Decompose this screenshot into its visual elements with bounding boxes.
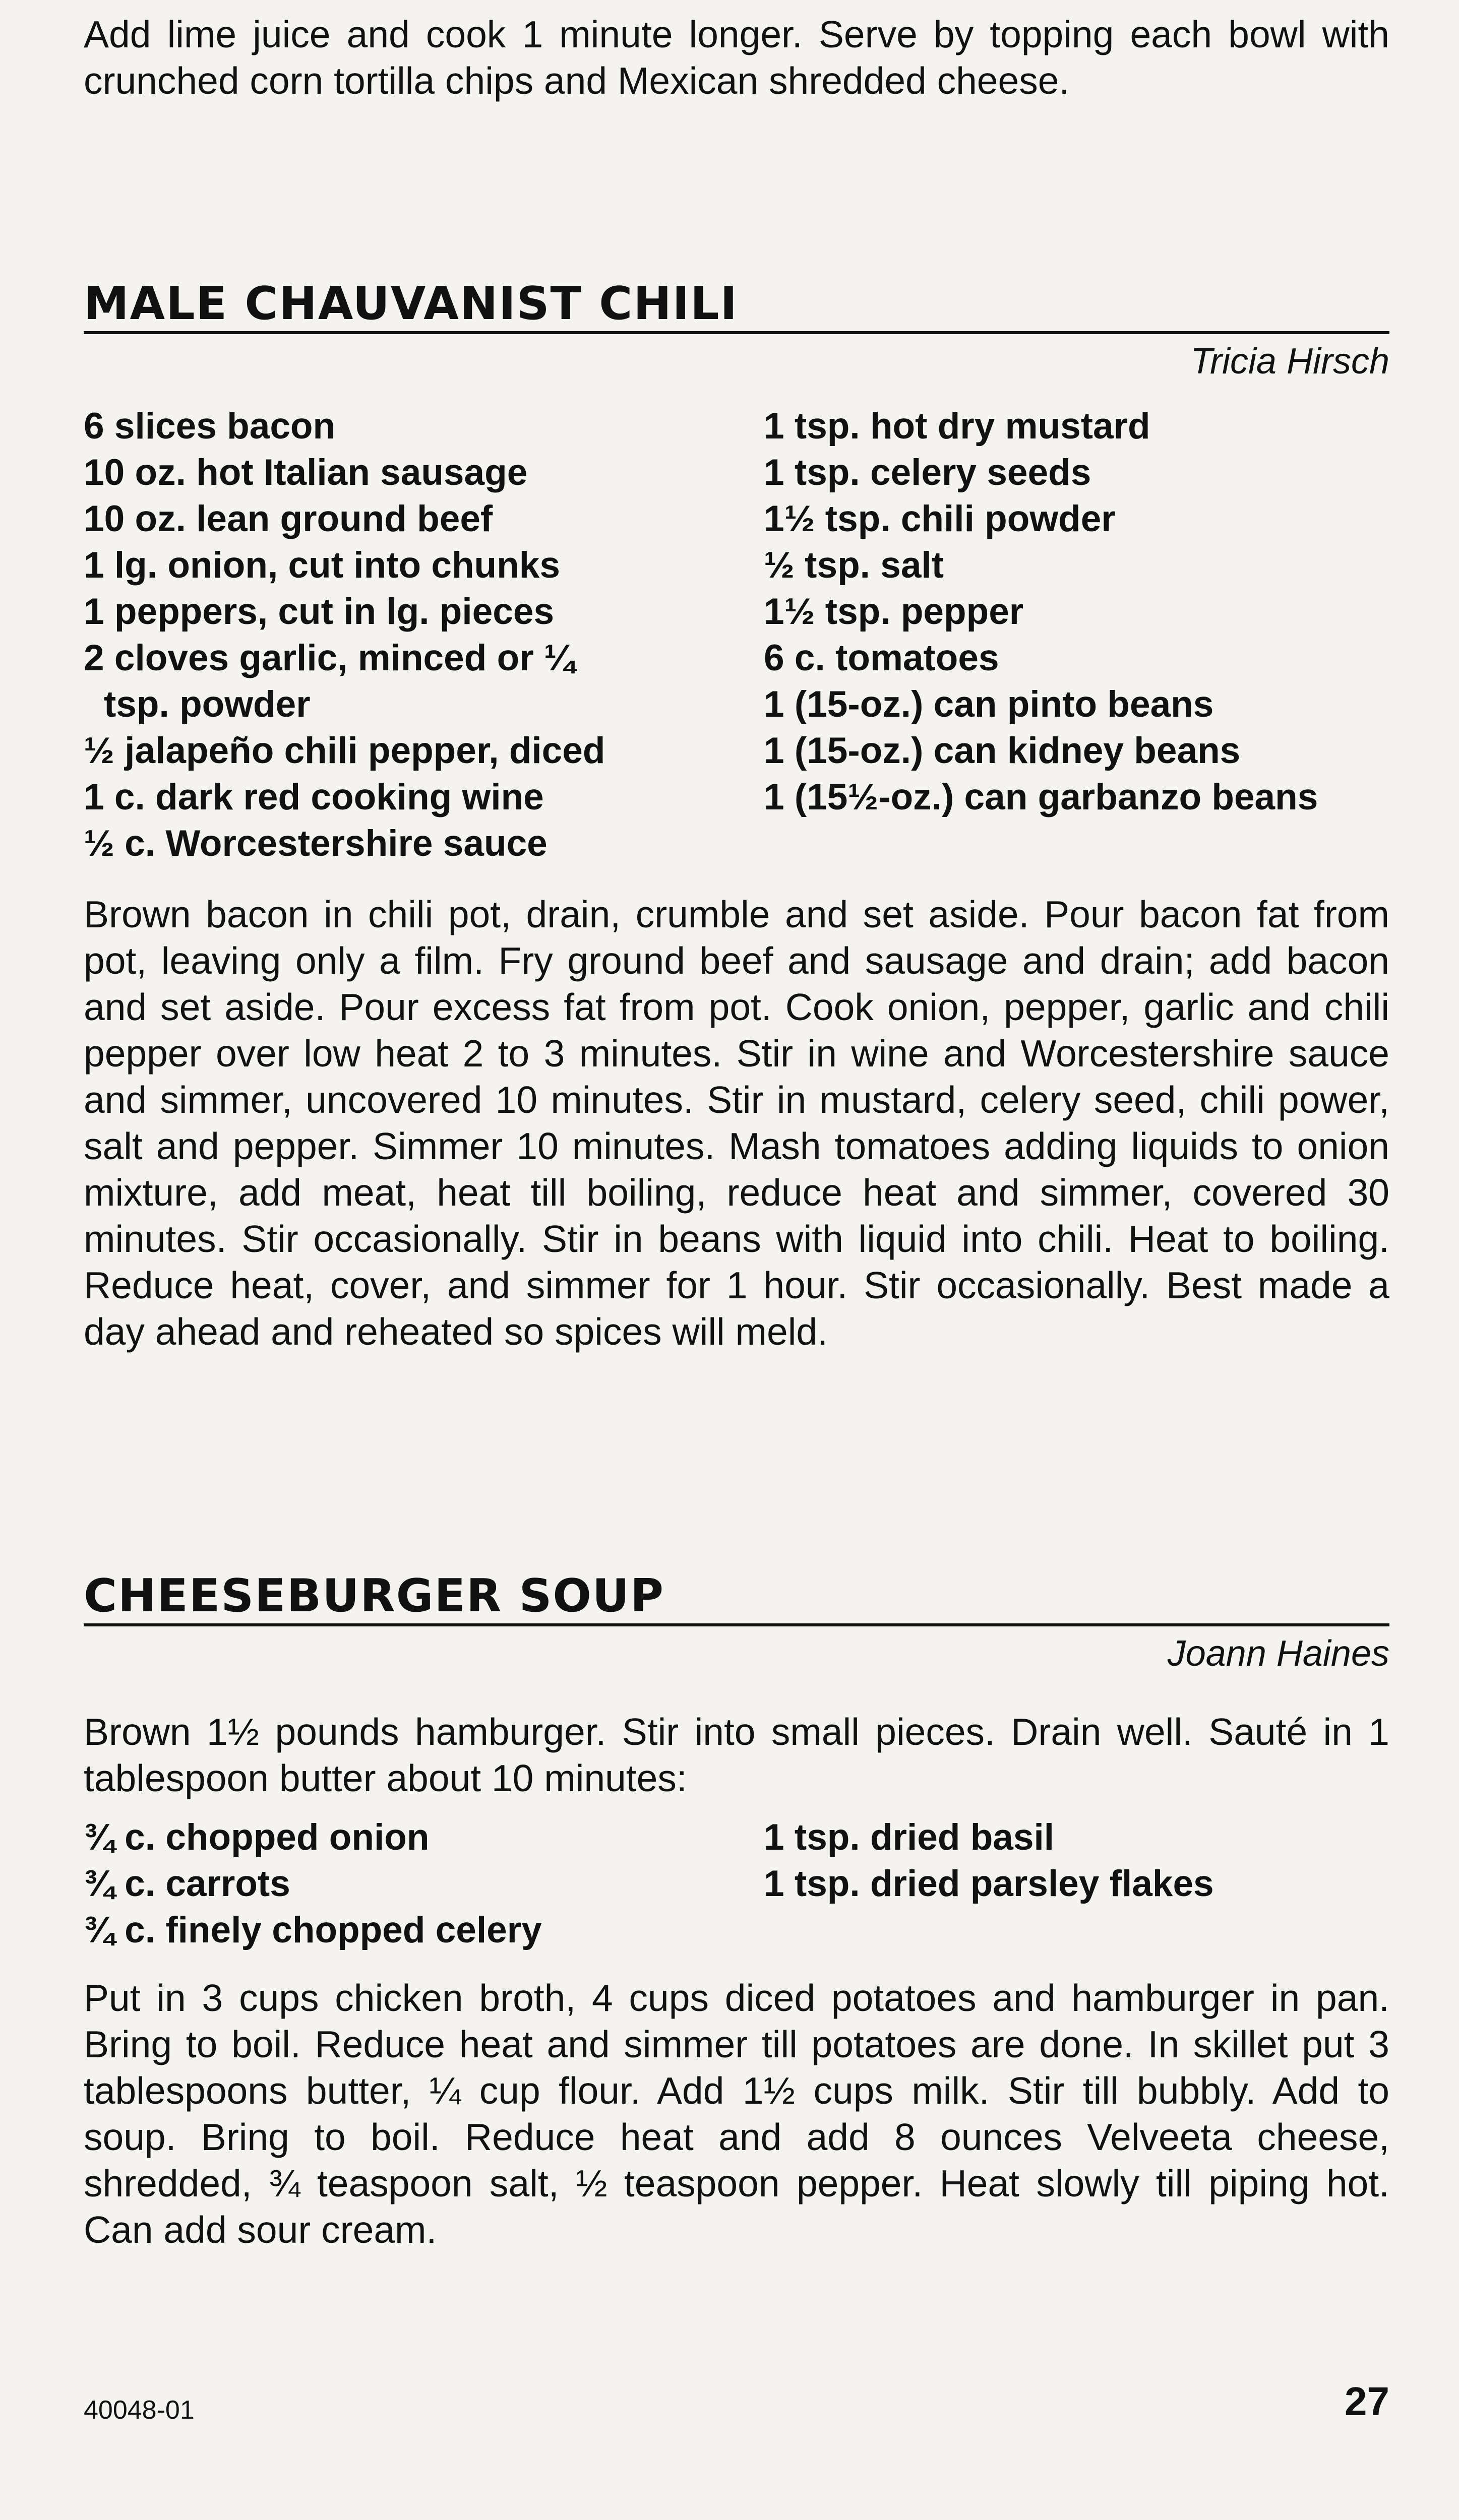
title-rule xyxy=(84,1623,1389,1626)
ingredient-item: 1 tsp. celery seeds xyxy=(764,452,1091,493)
recipe-title-male-chauvanist-chili: MALE CHAUVANIST CHILI xyxy=(84,277,738,330)
ingredient-list-left xyxy=(84,403,605,867)
recipe-title-cheeseburger-soup: CHEESEBURGER SOUP xyxy=(84,1569,664,1622)
ingredient-item: ¾ c. carrots xyxy=(84,1863,290,1904)
ingredient-item: 1½ tsp. chili powder xyxy=(764,498,1116,539)
ingredient-item: ¾ c. finely chopped celery xyxy=(84,1910,542,1950)
ingredient-item: 1 tsp. hot dry mustard xyxy=(764,406,1150,447)
ingredient-list-right xyxy=(764,403,1318,821)
ingredient-item: 1½ tsp. pepper xyxy=(764,591,1024,632)
ingredient-item: 6 c. tomatoes xyxy=(764,638,999,678)
ingredient-item: ¾ c. chopped onion xyxy=(84,1817,430,1858)
page-number: 27 xyxy=(1345,2379,1389,2424)
ingredient-item: 1 (15-oz.) can kidney beans xyxy=(764,730,1241,771)
ingredient-item: 1 tsp. dried parsley flakes xyxy=(764,1863,1214,1904)
ingredient-item: 6 slices bacon xyxy=(84,406,336,447)
ingredient-item: 2 cloves garlic, minced or ¼ xyxy=(84,638,575,678)
ingredient-item: 10 oz. hot Italian sausage xyxy=(84,452,528,493)
ingredient-item: 1 lg. onion, cut into chunks xyxy=(84,545,560,586)
ingredient-item: 1 peppers, cut in lg. pieces xyxy=(84,591,555,632)
recipe-directions: Brown bacon in chili pot, drain, crumble and set aside. Pour bacon fat from pot, leaving only a film. Fry ground beef and sausage and drain; add bacon and set aside. Pour excess fat from pot. Cook onion, pepper, garlic and chili pepper over low heat 2 to 3 minutes. Stir in wine and Worcestershire sauce and simmer, uncovered 10 minutes. Stir in mustard, celery seed, chili power, salt and pepper. Simmer 10 minutes. Mash tomatoes adding liquids to onion mixture, add meat, heat till boiling, reduce heat and simmer, covered 30 minutes. Stir occasionally. Stir in beans with liquid into chili. Heat to boiling. Reduce heat, cover, and simmer for 1 hour. Stir occasionally. Best made a day ahead and reheated so spices will meld. xyxy=(84,893,1389,1353)
ingredient-item: ½ c. Worcestershire sauce xyxy=(84,823,548,864)
recipe-intro: Brown 1½ pounds hamburger. Stir into small pieces. Drain well. Sauté in 1 tablespoon butter about 10 minutes: xyxy=(84,1711,1389,1799)
ingredient-item: ½ jalapeño chili pepper, diced xyxy=(84,730,605,771)
recipe-author: Tricia Hirsch xyxy=(1190,341,1389,382)
ingredient-item: 10 oz. lean ground beef xyxy=(84,498,493,539)
ingredient-item: 1 c. dark red cooking wine xyxy=(84,777,544,817)
book-code: 40048-01 xyxy=(84,2396,195,2425)
ingredient-item: 1 (15½-oz.) can garbanzo beans xyxy=(764,777,1318,817)
ingredient-item: 1 (15-oz.) can pinto beans xyxy=(764,684,1214,725)
recipe-directions: Put in 3 cups chicken broth, 4 cups diced potatoes and hamburger in pan. Bring to boil. Reduce heat and simmer till potatoes are done. In skillet put 3 tablespoons butter, ¼ cup flour. Add 1½ cups milk. Stir till bubbly. Add to soup. Bring to boil. Reduce heat and add 8 ounces Velveeta cheese, shredded, ¾ teaspoon salt, ½ teaspoon pepper. Heat slowly till piping hot. Can add sour cream. xyxy=(84,1977,1389,2251)
ingredient-list-right xyxy=(764,1814,1214,1907)
ingredient-item: tsp. powder xyxy=(104,684,311,725)
recipe-author: Joann Haines xyxy=(1167,1633,1389,1674)
title-rule xyxy=(84,331,1389,334)
ingredient-item: 1 tsp. dried basil xyxy=(764,1817,1055,1858)
previous-recipe-ending: Add lime juice and cook 1 minute longer. Serve by topping each bowl with crunched corn tortilla chips and Mexican shredded cheese. xyxy=(84,13,1389,102)
ingredient-item: ½ tsp. salt xyxy=(764,545,944,586)
ingredient-list-left xyxy=(84,1814,542,1954)
